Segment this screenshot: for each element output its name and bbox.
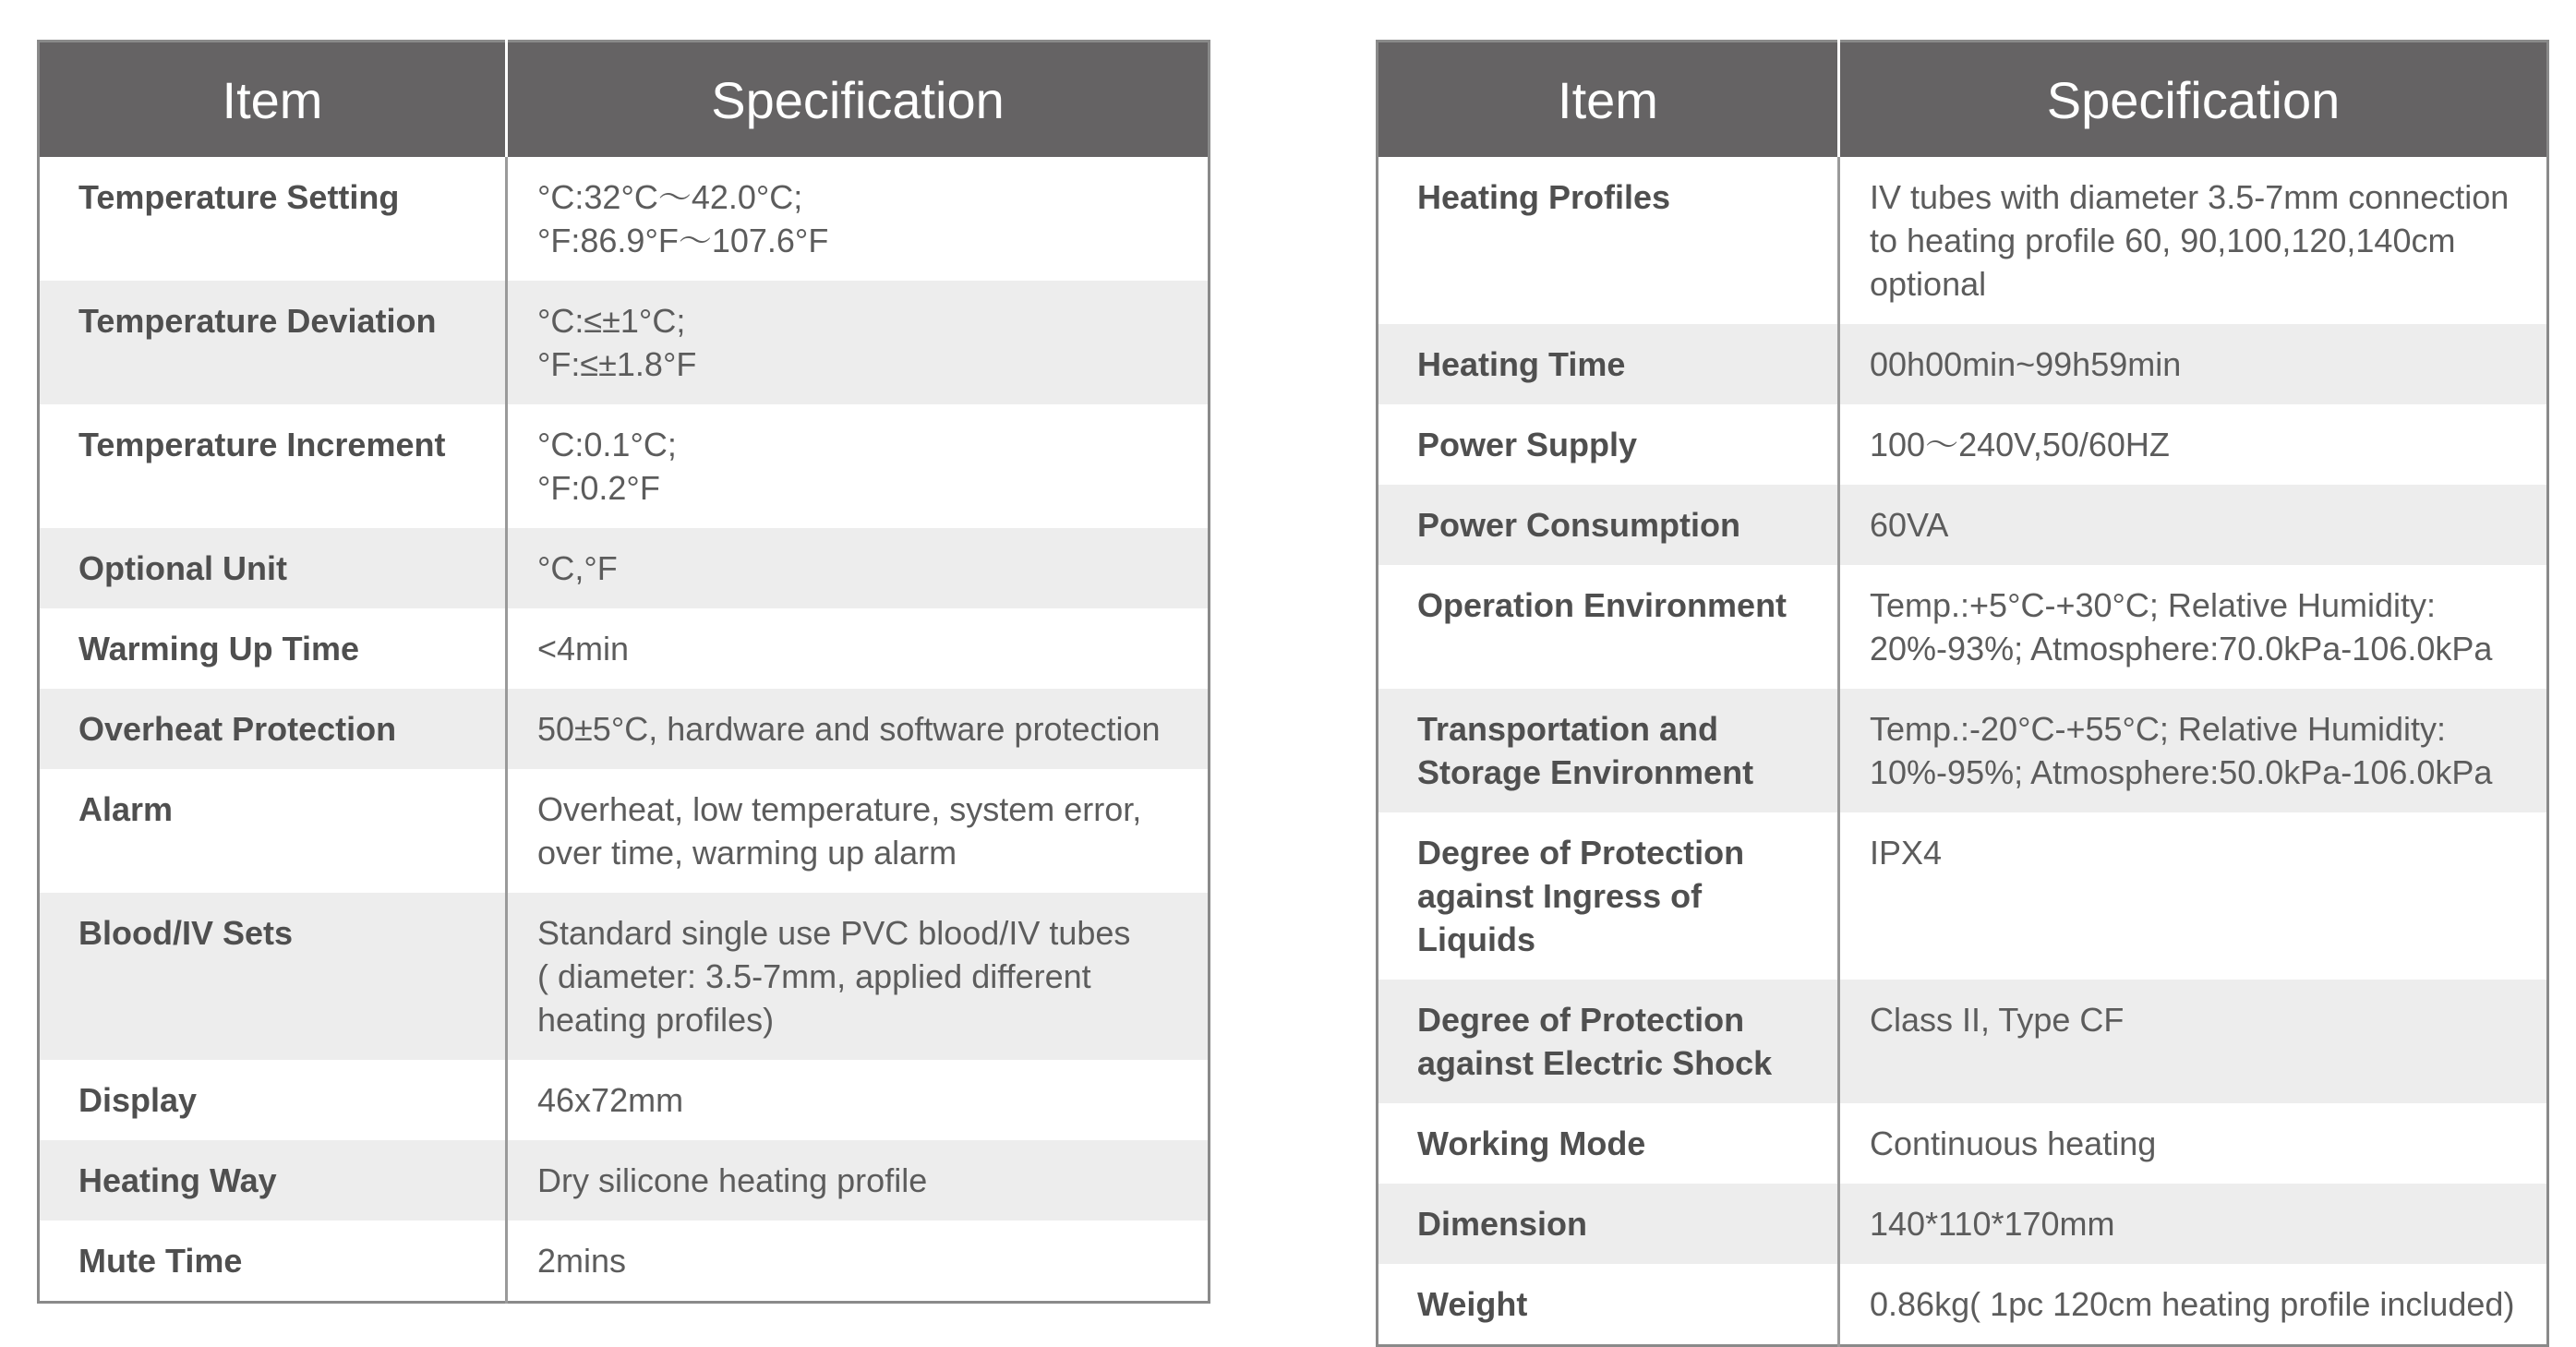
table-row (1378, 157, 2548, 324)
table-row (1378, 812, 2548, 980)
table-row (1378, 689, 2548, 812)
item-cell: Heating Time (1378, 324, 1839, 404)
header-item: Item (39, 42, 507, 158)
item-cell: Temperature Deviation (39, 281, 507, 404)
table-row (39, 689, 1210, 769)
item-cell: Degree of Protection against Electric Shock (1378, 980, 1839, 1103)
item-cell: Working Mode (1378, 1103, 1839, 1184)
item-cell: Heating Way (39, 1140, 507, 1221)
table-row (1378, 485, 2548, 565)
item-cell: Transportation and Storage Environment (1378, 689, 1839, 812)
table-row (39, 1221, 1210, 1303)
table-header-row (39, 42, 1210, 158)
item-cell: Power Consumption (1378, 485, 1839, 565)
spec-cell: °C:32°C～42.0°C; °F:86.9°F～107.6°F (507, 157, 1210, 281)
item-cell: Temperature Increment (39, 404, 507, 528)
item-cell: Alarm (39, 769, 507, 893)
table-row (39, 157, 1210, 281)
table-row (39, 893, 1210, 1060)
spec-cell: IPX4 (1839, 812, 2548, 980)
table-row (39, 608, 1210, 689)
header-item: Item (1378, 42, 1839, 158)
header-specification: Specification (507, 42, 1210, 158)
header-specification: Specification (1839, 42, 2548, 158)
spec-cell: Overheat, low temperature, system error, over time, warming up alarm (507, 769, 1210, 893)
spec-cell: 0.86kg( 1pc 120cm heating profile included) (1839, 1264, 2548, 1346)
table-row (39, 281, 1210, 404)
spec-cell: 46x72mm (507, 1060, 1210, 1140)
spec-cell: Standard single use PVC blood/IV tubes ( diameter: 3.5-7mm, applied different heating profiles) (507, 893, 1210, 1060)
item-cell: Overheat Protection (39, 689, 507, 769)
spec-cell: Dry silicone heating profile (507, 1140, 1210, 1221)
spec-cell: Continuous heating (1839, 1103, 2548, 1184)
table-row (1378, 324, 2548, 404)
spec-cell: Temp.:-20°C-+55°C; Relative Humidity: 10%-95%; Atmosphere:50.0kPa-106.0kPa (1839, 689, 2548, 812)
table-row (1378, 404, 2548, 485)
table-row (39, 528, 1210, 608)
table-row (39, 769, 1210, 893)
table-row (39, 404, 1210, 528)
spec-cell: Temp.:+5°C-+30°C; Relative Humidity: 20%-93%; Atmosphere:70.0kPa-106.0kPa (1839, 565, 2548, 689)
spec-cell: 2mins (507, 1221, 1210, 1303)
item-cell: Mute Time (39, 1221, 507, 1303)
item-cell: Degree of Protection against Ingress of Liquids (1378, 812, 1839, 980)
spec-cell: 140*110*170mm (1839, 1184, 2548, 1264)
table-row (1378, 1103, 2548, 1184)
spec-cell: °C:≤±1°C; °F:≤±1.8°F (507, 281, 1210, 404)
table-row (39, 1060, 1210, 1140)
spec-cell: 100～240V,50/60HZ (1839, 404, 2548, 485)
item-cell: Blood/IV Sets (39, 893, 507, 1060)
spec-cell: Class II, Type CF (1839, 980, 2548, 1103)
spec-cell: 00h00min~99h59min (1839, 324, 2548, 404)
spec-cell: <4min (507, 608, 1210, 689)
item-cell: Dimension (1378, 1184, 1839, 1264)
item-cell: Power Supply (1378, 404, 1839, 485)
table-row (1378, 1184, 2548, 1264)
item-cell: Optional Unit (39, 528, 507, 608)
table-row (1378, 980, 2548, 1103)
item-cell: Operation Environment (1378, 565, 1839, 689)
left-spec-table (37, 40, 1210, 1304)
item-cell: Warming Up Time (39, 608, 507, 689)
right-spec-table (1376, 40, 2549, 1347)
spec-cell: °C:0.1°C; °F:0.2°F (507, 404, 1210, 528)
item-cell: Heating Profiles (1378, 157, 1839, 324)
item-cell: Weight (1378, 1264, 1839, 1346)
item-cell: Display (39, 1060, 507, 1140)
table-row (1378, 565, 2548, 689)
item-cell: Temperature Setting (39, 157, 507, 281)
spec-cell: 60VA (1839, 485, 2548, 565)
table-row (1378, 1264, 2548, 1346)
table-row (39, 1140, 1210, 1221)
spec-cell: 50±5°C, hardware and software protection (507, 689, 1210, 769)
spec-cell: °C,°F (507, 528, 1210, 608)
table-header-row (1378, 42, 2548, 158)
spec-cell: IV tubes with diameter 3.5-7mm connection to heating profile 60, 90,100,120,140cm optional (1839, 157, 2548, 324)
